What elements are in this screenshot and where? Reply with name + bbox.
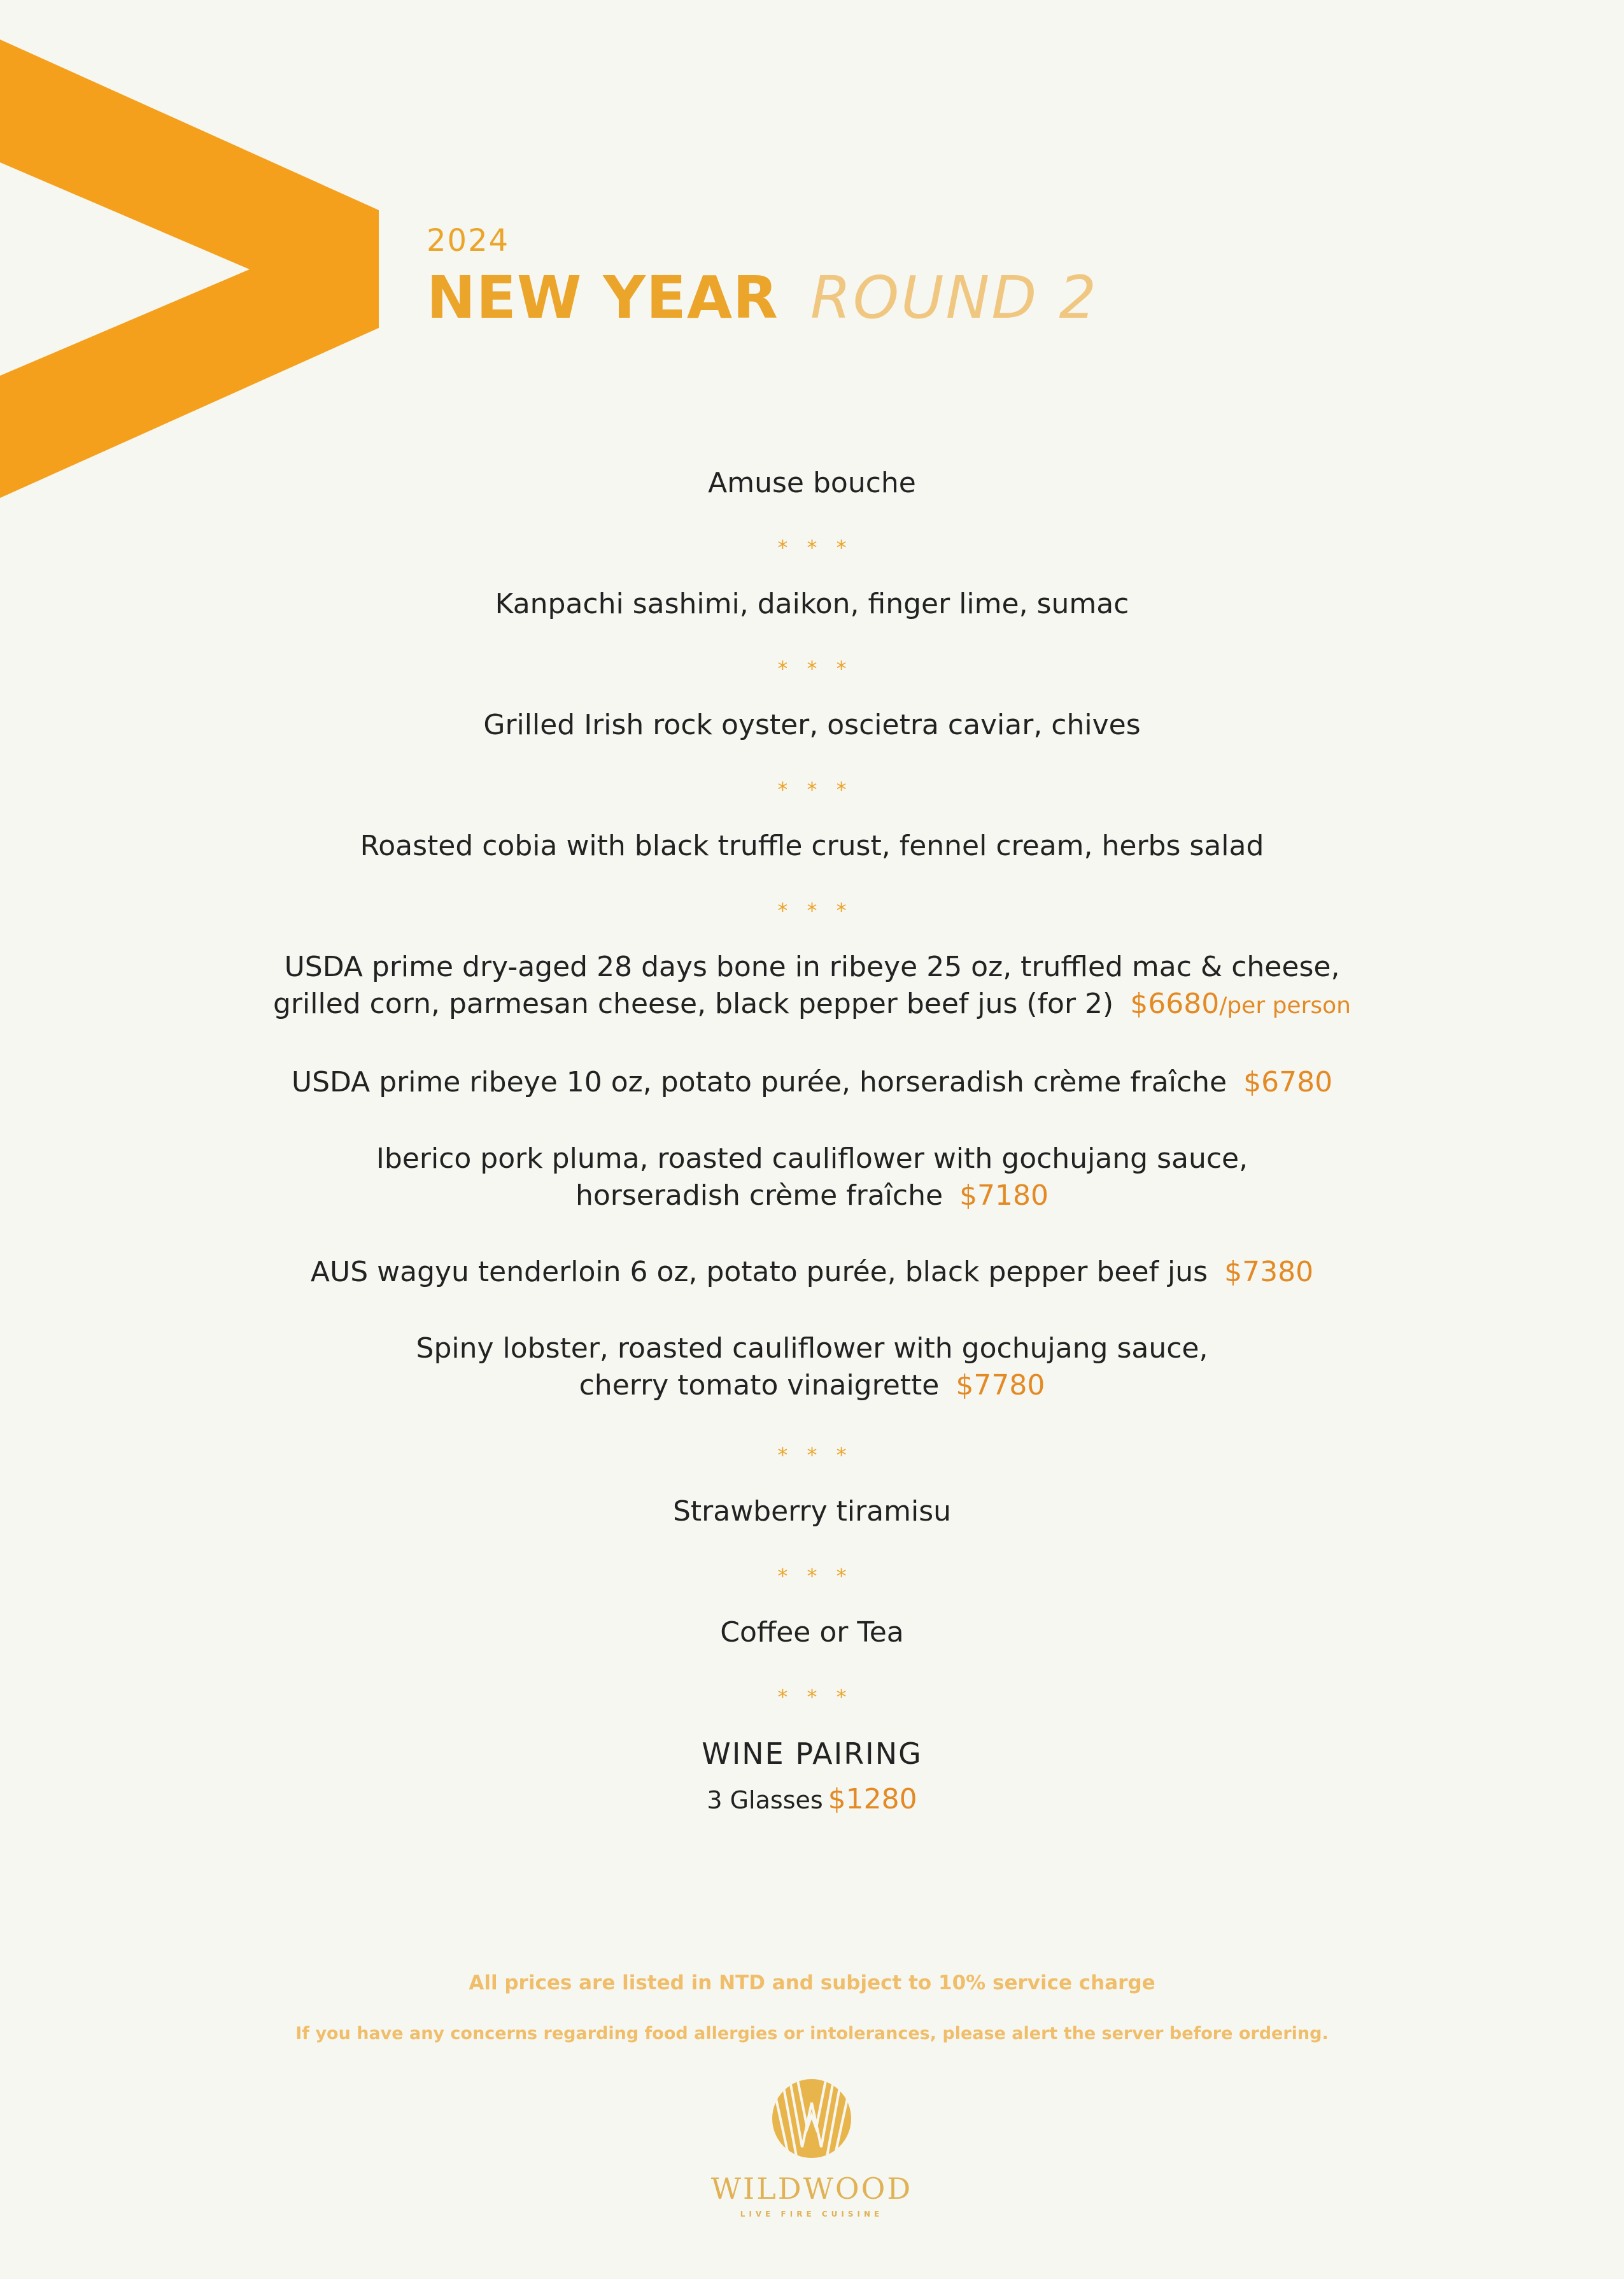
course-amuse-bouche: Amuse bouche <box>708 467 916 499</box>
menu-header <box>427 223 1098 332</box>
main-line: horseradish crème fraîche <box>575 1179 943 1212</box>
header-subtitle: ROUND 2 <box>810 264 1098 332</box>
separator: * * * <box>777 1443 853 1467</box>
main-line: AUS wagyu tenderloin 6 oz, potato purée, black pepper beef jus <box>310 1256 1208 1288</box>
main-ribeye-bone-in <box>0 949 1624 1025</box>
main-line: USDA prime ribeye 10 oz, potato purée, horseradish crème fraîche <box>291 1066 1227 1098</box>
main-line-with-price <box>0 986 1624 1025</box>
allergy-note: If you have any concerns regarding food allergies or intolerances, please alert the server before ordering. <box>295 2024 1329 2043</box>
main-line: grilled corn, parmesan cheese, black pepper beef jus (for 2) <box>273 988 1114 1020</box>
main-ribeye-10oz <box>0 1064 1624 1101</box>
flame-emblem-icon <box>770 2077 853 2160</box>
course-kanpachi: Kanpachi sashimi, daikon, finger lime, sumac <box>495 588 1129 620</box>
course-cobia: Roasted cobia with black truffle crust, fennel cream, herbs salad <box>360 830 1264 862</box>
header-title-row <box>427 264 1098 332</box>
main-wagyu <box>0 1254 1624 1291</box>
wine-price: $1280 <box>828 1783 917 1815</box>
separator: * * * <box>777 898 853 923</box>
chevron-decoration <box>0 0 382 503</box>
course-oyster: Grilled Irish rock oyster, oscietra caviar, chives <box>483 709 1141 741</box>
main-line: Spiny lobster, roasted cauliflower with gochujang sauce, <box>416 1332 1208 1365</box>
separator: * * * <box>777 536 853 560</box>
price-note: All prices are listed in NTD and subject to 10% service charge <box>469 1971 1155 1994</box>
separator: * * * <box>777 1685 853 1709</box>
main-line-with-price <box>0 1367 1624 1404</box>
main-line-with-price <box>0 1177 1624 1214</box>
main-line-with-price <box>0 1064 1624 1101</box>
wine-pairing-title: WINE PAIRING <box>702 1736 922 1771</box>
wine-glasses-label: 3 Glasses <box>707 1786 823 1814</box>
price-unit: /per person <box>1219 993 1351 1019</box>
main-line: Iberico pork pluma, roasted cauliflower with gochujang sauce, <box>376 1142 1248 1175</box>
main-line-with-price <box>0 1254 1624 1291</box>
main-price: $7180 <box>959 1179 1049 1212</box>
main-line: cherry tomato vinaigrette <box>579 1369 940 1402</box>
header-title: NEW YEAR <box>427 264 779 332</box>
separator: * * * <box>777 777 853 802</box>
main-price: $6780 <box>1243 1066 1333 1098</box>
logo-wordmark: WILDWOOD <box>710 2171 913 2206</box>
main-price: $7780 <box>956 1369 1045 1402</box>
menu-list <box>0 465 1624 1819</box>
logo-tagline: LIVE FIRE CUISINE <box>740 2210 884 2219</box>
separator: * * * <box>777 1564 853 1588</box>
main-iberico-pork <box>0 1140 1624 1214</box>
main-price: $6680 <box>1130 988 1220 1020</box>
separator: * * * <box>777 657 853 681</box>
course-drink: Coffee or Tea <box>720 1616 904 1649</box>
main-line: USDA prime dry-aged 28 days bone in ribeye 25 oz, truffled mac & cheese, <box>284 951 1340 983</box>
wine-pairing-line <box>0 1781 1624 1819</box>
main-spiny-lobster <box>0 1330 1624 1404</box>
wildwood-logo <box>700 2077 923 2219</box>
header-year: 2024 <box>427 223 510 259</box>
main-price: $7380 <box>1224 1256 1314 1288</box>
course-dessert: Strawberry tiramisu <box>672 1495 952 1528</box>
